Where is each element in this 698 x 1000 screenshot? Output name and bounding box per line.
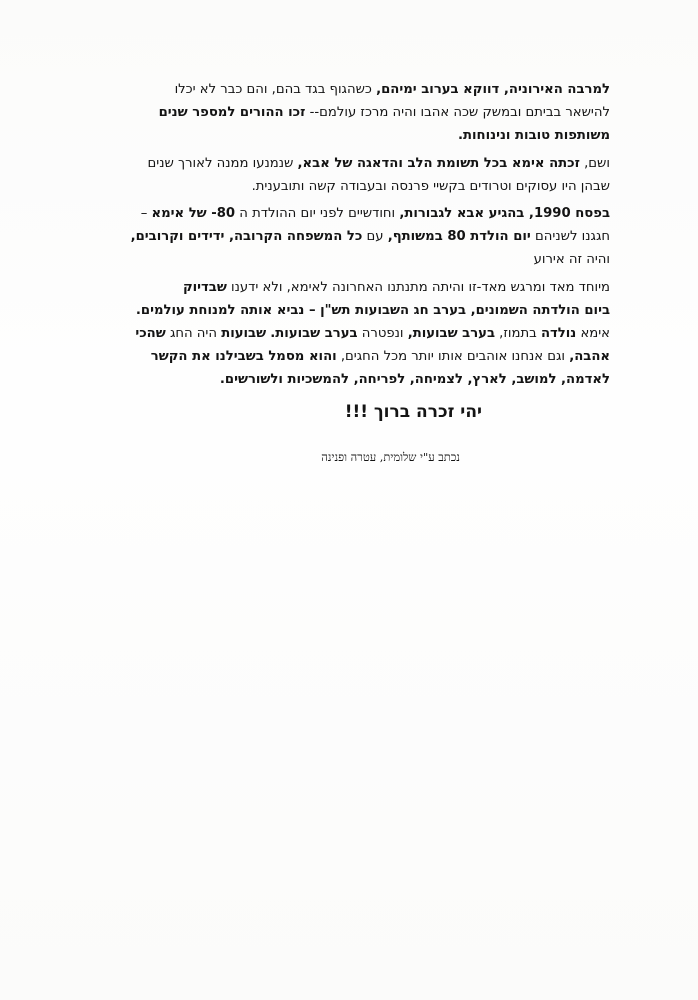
bold-text-segment: שהכי: [135, 326, 166, 342]
bold-text-segment: יום הולדת 80 במשותף,: [387, 229, 531, 245]
bold-text-segment: 80- של אימא: [151, 206, 236, 222]
text-line: [88, 101, 610, 124]
text-segment: עם: [362, 229, 388, 245]
bold-text-segment: אהבה,: [569, 349, 610, 365]
paragraph: [88, 78, 610, 148]
text-line: [88, 322, 610, 345]
text-segment: אימא: [576, 326, 610, 342]
bold-text-segment: שבועות: [221, 326, 267, 342]
text-segment: ונפטרה: [357, 326, 408, 342]
text-segment: כשהגוף בגד בהם, והם כבר לא יכלו: [174, 82, 377, 97]
text-line: [88, 175, 610, 198]
text-segment: בתמוז,: [494, 326, 541, 342]
memorial-text: [88, 78, 610, 469]
text-line: [88, 202, 610, 225]
bold-text-segment: לאדמה, למושב, לארץ, לצמיחה, לפריחה, להמשכיות ולשורשים.: [219, 372, 610, 388]
bold-text-segment: ביום הולדתה השמונים, בערב חג השבועות תש"ן – נביא אותה למנוחת עולמים.: [135, 302, 610, 318]
text-line: [88, 276, 610, 299]
text-line: [88, 225, 610, 248]
text-line: [88, 299, 610, 322]
text-segment: היה החג: [165, 326, 222, 342]
text-line: [88, 368, 610, 391]
text-segment: חגגנו לשניהם: [530, 229, 610, 245]
text-segment: והיה זה אירוע: [533, 252, 610, 268]
paragraph: [88, 202, 610, 272]
text-segment: וגם אנחנו אוהבים אותו יותר מכל החגים,: [336, 349, 570, 365]
bold-text-segment: למרבה האירוניה, דווקא בערוב ימיהם,: [376, 82, 610, 97]
paragraph: [88, 152, 610, 198]
bold-text-segment: זכו ההורים למספר שנים: [158, 105, 306, 121]
text-line: [88, 78, 610, 101]
bold-text-segment: בערב שבועות.: [270, 326, 358, 342]
text-segment: מיוחד מאד ומרגש מאד-זו והיתה מתנתנו האחרונה לאימא, ולא ידענו: [226, 279, 610, 295]
bold-text-segment: שבדיוק: [182, 279, 227, 295]
bold-text-segment: בערב שבועות,: [407, 326, 495, 342]
paragraph: [88, 276, 610, 392]
text-line: [88, 152, 610, 175]
bold-text-segment: משותפות טובות ונינוחות.: [457, 128, 610, 144]
text-segment: שנמנעו ממנה לאורך שנים: [147, 155, 298, 171]
bold-text-segment: זכתה אימא בכל תשומת הלב והדאגה של אבא,: [297, 155, 580, 171]
text-segment: להישאר בביתם ובמשק שכה אהבו והיה מרכז עולמם--: [305, 105, 610, 121]
signature-line: נכתב ע"י שלומית, עטרה ופנינה: [321, 449, 460, 464]
bold-text-segment: בפסח 1990, בהגיע אבא לגבורות,: [399, 206, 610, 222]
bold-text-segment: והוא מסמל בשבילנו את הקשר: [150, 349, 337, 365]
text-line: [88, 345, 610, 368]
closing-line: יהי זכרה ברוך !!!: [344, 401, 482, 422]
text-line: [88, 248, 610, 271]
bold-text-segment: נולדה: [540, 326, 577, 342]
text-line: [88, 124, 610, 147]
text-segment: וחודשיים לפני יום ההולדת ה: [235, 206, 400, 222]
text-segment: –: [140, 206, 152, 222]
bold-text-segment: כל המשפחה הקרובה, ידידים וקרובים,: [130, 229, 363, 245]
text-segment: שבהן היו עסוקים וטרודים בקשיי פרנסה ובעבודה קשה ותובענית.: [251, 178, 610, 194]
text-segment: ושם,: [579, 155, 610, 171]
